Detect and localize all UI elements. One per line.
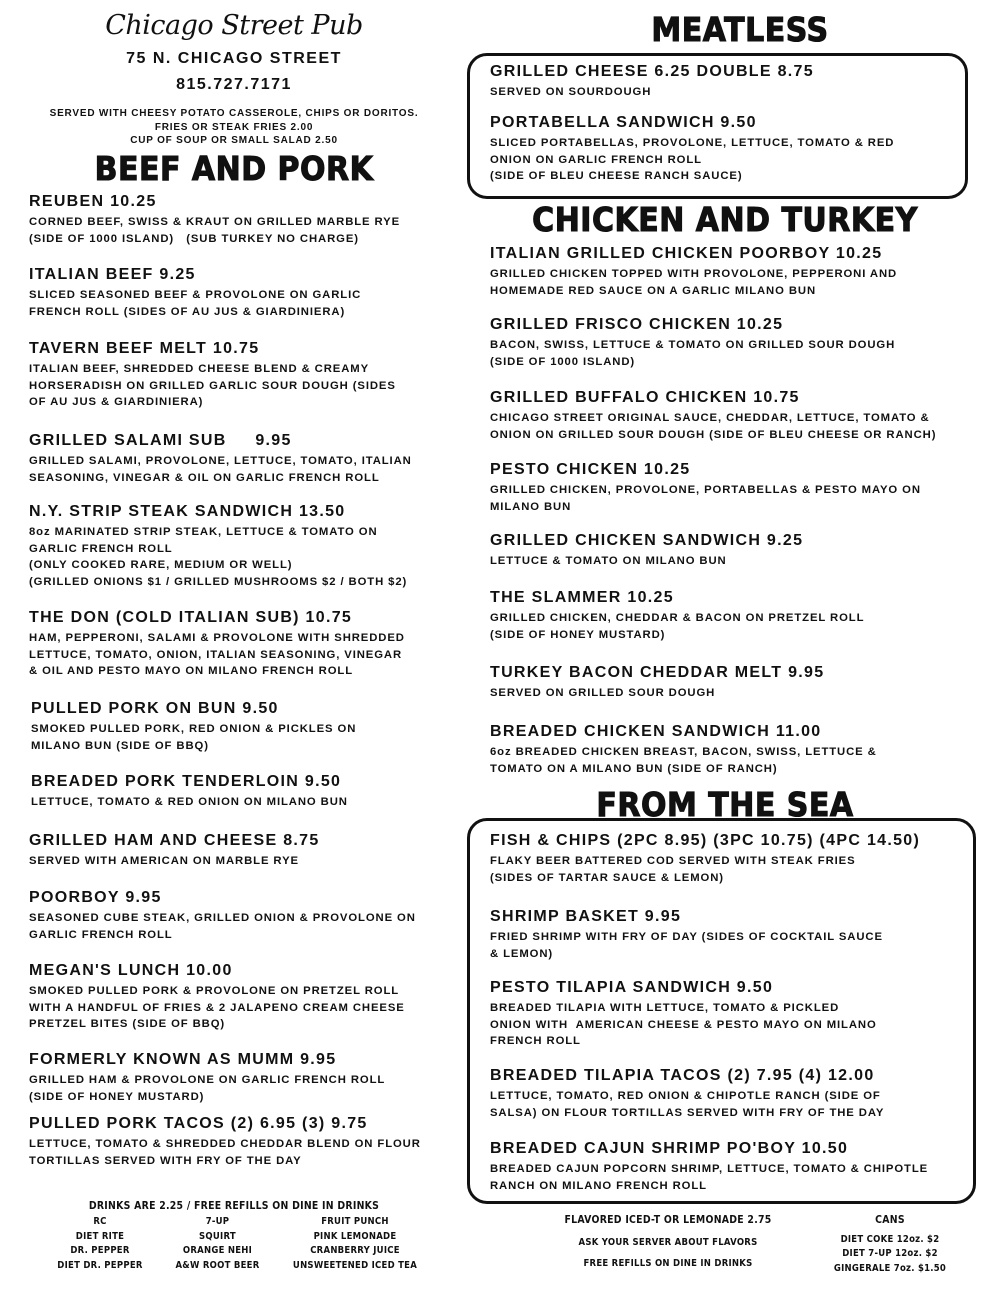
- description-line: SALSA) ON FLOUR TORTILLAS SERVED WITH FRY OF THE DAY: [490, 1106, 885, 1119]
- menu-item: [490, 63, 814, 101]
- menu-item-name: ITALIAN GRILLED CHICKEN POORBOY 10.25: [490, 245, 883, 262]
- menu-item-description: [490, 410, 936, 443]
- menu-item-name: PORTABELLA SANDWICH 9.50: [490, 114, 757, 131]
- menu-item: [490, 723, 877, 777]
- description-line: RANCH ON MILANO FRENCH ROLL: [490, 1179, 707, 1192]
- description-line: GRILLED CHICKEN, CHEDDAR & BACON ON PRETZEL ROLL: [490, 612, 865, 624]
- address: 75 N. CHICAGO STREET: [126, 50, 342, 67]
- description-line: 6oz BREADED CHICKEN BREAST, BACON, SWISS, LETTUCE &: [490, 746, 877, 758]
- description-line: SEASONED CUBE STEAK, GRILLED ONION & PROVOLONE ON: [29, 912, 416, 924]
- menu-item: [490, 389, 936, 443]
- drink-item: RC: [93, 1216, 107, 1227]
- drink-item: A&W ROOT BEER: [175, 1259, 260, 1271]
- menu-item-name: THE DON (COLD ITALIAN SUB) 10.75: [29, 609, 353, 626]
- description-line: GARLIC FRENCH ROLL: [29, 542, 173, 555]
- description-line: (SIDE OF 1000 ISLAND) (SUB TURKEY NO CHARGE): [29, 232, 359, 245]
- menu-item-name: TAVERN BEEF MELT 10.75: [29, 340, 260, 357]
- menu-item-description: [490, 84, 814, 101]
- menu-item: [31, 700, 356, 754]
- menu-item: [490, 461, 921, 515]
- can-item: DIET 7-UP 12oz. $2: [842, 1248, 938, 1259]
- menu-item-name: GRILLED BUFFALO CHICKEN 10.75: [490, 389, 800, 406]
- menu-item: [29, 193, 400, 247]
- from-the-sea-heading: FROM THE SEA: [596, 786, 854, 825]
- description-line: GRILLED CHICKEN, PROVOLONE, PORTABELLAS & PESTO MAYO ON: [490, 484, 921, 496]
- description-line: (SIDE OF HONEY MUSTARD): [490, 628, 666, 641]
- description-line: SEASONING, VINEGAR & OIL ON GARLIC FRENCH ROLL: [29, 471, 380, 484]
- description-line: ONION WITH AMERICAN CHEESE & PESTO MAYO ON MILANO: [490, 1018, 877, 1031]
- menu-item-description: [490, 744, 877, 777]
- drink-item: ORANGE NEHI: [182, 1245, 253, 1256]
- drink-item: PINK LEMONADE: [313, 1230, 397, 1242]
- menu-item-description: [490, 482, 921, 515]
- menu-item-description: [490, 1161, 928, 1194]
- description-line: LETTUCE, TOMATO, ONION, ITALIAN SEASONING, VINEGAR: [29, 648, 403, 661]
- menu-item-description: [490, 853, 920, 886]
- description-line: TOMATO ON A MILANO BUN (SIDE OF RANCH): [490, 762, 778, 775]
- menu-item-name: PULLED PORK TACOS (2) 6.95 (3) 9.75: [29, 1115, 368, 1132]
- description-line: PRETZEL BITES (SIDE OF BBQ): [29, 1018, 226, 1030]
- menu-item-description: [490, 610, 864, 643]
- menu-item-description: [490, 1000, 877, 1050]
- menu-item-description: [29, 214, 400, 247]
- drink-item: UNSWEETENED ICED TEA: [292, 1259, 418, 1271]
- description-line: MILANO BUN (SIDE OF BBQ): [31, 739, 209, 752]
- description-line: ONION ON GARLIC FRENCH ROLL: [490, 153, 702, 166]
- description-line: HAM, PEPPERONI, SALAMI & PROVOLONE WITH SHREDDED: [29, 632, 405, 644]
- menu-item: [490, 316, 895, 370]
- description-line: FRENCH ROLL: [490, 1035, 581, 1047]
- menu-item: [490, 1140, 928, 1194]
- menu-item-description: [29, 287, 361, 320]
- menu-item-description: [29, 524, 407, 590]
- menu-item: [490, 664, 824, 702]
- menu-item-name: N.Y. STRIP STEAK SANDWICH 13.50: [29, 503, 346, 520]
- menu-item: [29, 432, 412, 486]
- description-line: BREADED TILAPIA WITH LETTUCE, TOMATO & PICKLED: [490, 1002, 840, 1014]
- menu-item-name: PESTO TILAPIA SANDWICH 9.50: [490, 979, 774, 996]
- menu-item-name: BREADED TILAPIA TACOS (2) 7.95 (4) 12.00: [490, 1067, 875, 1084]
- menu-item-name: BREADED CAJUN SHRIMP PO'BOY 10.50: [490, 1140, 849, 1157]
- menu-item: [29, 503, 407, 590]
- menu-item-name: GRILLED SALAMI SUB 9.95: [29, 432, 292, 449]
- menu-item: [490, 589, 864, 643]
- flavored-drinks: FLAVORED ICED-T OR LEMONADE 2.75: [564, 1213, 772, 1226]
- menu-item: [29, 1115, 421, 1169]
- ask-server-note: ASK YOUR SERVER ABOUT FLAVORS: [578, 1237, 758, 1248]
- menu-item-name: GRILLED FRISCO CHICKEN 10.25: [490, 316, 784, 333]
- menu-item: [29, 962, 405, 1033]
- menu-item-name: THE SLAMMER 10.25: [490, 589, 674, 606]
- can-item: DIET COKE 12oz. $2: [840, 1234, 940, 1245]
- description-line: (GRILLED ONIONS $1 / GRILLED MUSHROOMS $2 / BOTH $2): [29, 575, 408, 588]
- menu-item-name: FORMERLY KNOWN AS MUMM 9.95: [29, 1051, 337, 1068]
- description-line: & OIL AND PESTO MAYO ON MILANO FRENCH ROLL: [29, 665, 353, 677]
- description-line: LETTUCE & TOMATO ON MILANO BUN: [490, 555, 727, 567]
- description-line: SERVED ON SOURDOUGH: [490, 86, 652, 98]
- sides-note: [0, 107, 468, 148]
- description-line: TORTILLAS SERVED WITH FRY OF THE DAY: [29, 1154, 302, 1167]
- description-line: WITH A HANDFUL OF FRIES & 2 JALAPENO CREAM CHEESE: [29, 1001, 405, 1014]
- description-line: FRENCH ROLL (SIDES OF AU JUS & GIARDINIERA): [29, 305, 346, 318]
- menu-item-description: [490, 685, 824, 702]
- description-line: FLAKY BEER BATTERED COD SERVED WITH STEAK FRIES: [490, 855, 856, 867]
- menu-item: [29, 609, 405, 680]
- description-line: MILANO BUN: [490, 500, 572, 513]
- drink-item: CRANBERRY JUICE: [310, 1245, 400, 1256]
- drink-item: FRUIT PUNCH: [321, 1216, 389, 1227]
- menu-item-name: POORBOY 9.95: [29, 889, 162, 906]
- menu-item-name: MEGAN'S LUNCH 10.00: [29, 962, 233, 979]
- menu-item-description: [490, 266, 897, 299]
- description-line: GRILLED HAM & PROVOLONE ON GARLIC FRENCH ROLL: [29, 1074, 386, 1086]
- description-line: (SIDES OF TARTAR SAUCE & LEMON): [490, 871, 724, 884]
- menu-item-name: TURKEY BACON CHEDDAR MELT 9.95: [490, 664, 825, 681]
- menu-item-name: PULLED PORK ON BUN 9.50: [31, 700, 279, 717]
- description-line: CORNED BEEF, SWISS & KRAUT ON GRILLED MARBLE RYE: [29, 216, 401, 228]
- menu-item-description: [31, 794, 348, 811]
- menu-item-name: GRILLED CHEESE 6.25 DOUBLE 8.75: [490, 63, 814, 80]
- menu-item-name: BREADED CHICKEN SANDWICH 11.00: [490, 723, 822, 740]
- menu-item-description: [29, 1136, 421, 1169]
- menu-item-description: [490, 337, 895, 370]
- menu-item-name: GRILLED HAM AND CHEESE 8.75: [29, 832, 320, 849]
- menu-item: [490, 908, 883, 962]
- description-line: (ONLY COOKED RARE, MEDIUM OR WELL): [29, 559, 293, 571]
- description-line: LETTUCE, TOMATO, RED ONION & CHIPOTLE RANCH (SIDE OF: [490, 1090, 881, 1102]
- menu-item-name: ITALIAN BEEF 9.25: [29, 266, 196, 283]
- menu-item-name: GRILLED CHICKEN SANDWICH 9.25: [490, 532, 804, 549]
- sides-note-line: FRIES OR STEAK FRIES 2.00: [154, 121, 314, 133]
- description-line: 8oz MARINATED STRIP STEAK, LETTUCE & TOMATO ON: [29, 526, 378, 538]
- drinks-title: DRINKS ARE 2.25 / FREE REFILLS ON DINE IN DRINKS: [88, 1199, 380, 1212]
- menu-item-name: BREADED PORK TENDERLOIN 9.50: [31, 773, 342, 790]
- menu-item-description: [31, 721, 356, 754]
- menu-item-description: [490, 929, 883, 962]
- menu-item-description: [29, 983, 405, 1033]
- pub-logo: Chicago Street Pub: [105, 10, 363, 41]
- cans-title: CANS: [875, 1213, 905, 1226]
- menu-item: [29, 340, 396, 411]
- menu-item-description: [490, 553, 803, 570]
- menu-item: [490, 1067, 884, 1121]
- menu-item: [490, 114, 894, 185]
- menu-item: [490, 979, 877, 1050]
- drink-item: SQUIRT: [199, 1230, 236, 1242]
- sides-note-line: SERVED WITH CHEESY POTATO CASSEROLE, CHIPS OR DORITOS.: [49, 108, 419, 119]
- menu-item: [490, 245, 897, 299]
- description-line: CHICAGO STREET ORIGINAL SAUCE, CHEDDAR, LETTUCE, TOMATO &: [490, 412, 930, 424]
- description-line: SLICED PORTABELLAS, PROVOLONE, LETTUCE, TOMATO & RED: [490, 137, 895, 149]
- description-line: BACON, SWISS, LETTUCE & TOMATO ON GRILLED SOUR DOUGH: [490, 339, 896, 351]
- menu-item-name: PESTO CHICKEN 10.25: [490, 461, 691, 478]
- menu-item-name: SHRIMP BASKET 9.95: [490, 908, 682, 925]
- menu-item: [490, 832, 920, 886]
- description-line: LETTUCE, TOMATO & SHREDDED CHEDDAR BLEND ON FLOUR: [29, 1138, 421, 1150]
- menu-item-description: [29, 630, 405, 680]
- menu-item-description: [29, 453, 412, 486]
- menu-item-description: [29, 361, 396, 411]
- description-line: ONION ON GRILLED SOUR DOUGH (SIDE OF BLEU CHEESE OR RANCH): [490, 428, 937, 441]
- description-line: FRIED SHRIMP WITH FRY OF DAY (SIDES OF COCKTAIL SAUCE: [490, 931, 883, 943]
- description-line: BREADED CAJUN POPCORN SHRIMP, LETTUCE, TOMATO & CHIPOTLE: [490, 1163, 929, 1175]
- menu-item-description: [29, 910, 416, 943]
- menu-item: [29, 889, 416, 943]
- menu-item: [29, 266, 361, 320]
- menu-item: [29, 832, 320, 870]
- menu-item-name: FISH & CHIPS (2PC 8.95) (3PC 10.75) (4PC 14.50): [490, 832, 921, 849]
- description-line: (SIDE OF BLEU CHEESE RANCH SAUCE): [490, 170, 743, 182]
- menu-item: [29, 1051, 385, 1105]
- drink-item: DIET RITE: [75, 1230, 125, 1242]
- description-line: SMOKED PULLED PORK & PROVOLONE ON PRETZEL ROLL: [29, 985, 400, 997]
- menu-item-description: [490, 135, 894, 185]
- meatless-heading: MEATLESS: [651, 11, 829, 50]
- phone: 815.727.7171: [176, 76, 292, 93]
- description-line: OF AU JUS & GIARDINIERA): [29, 396, 204, 408]
- chicken-and-turkey-heading: CHICKEN AND TURKEY: [532, 201, 918, 240]
- menu-item-description: [490, 1088, 884, 1121]
- description-line: GARLIC FRENCH ROLL: [29, 928, 173, 941]
- menu-item-description: [29, 853, 320, 870]
- description-line: SMOKED PULLED PORK, RED ONION & PICKLES ON: [31, 723, 357, 735]
- description-line: GRILLED SALAMI, PROVOLONE, LETTUCE, TOMATO, ITALIAN: [29, 455, 412, 467]
- description-line: GRILLED CHICKEN TOPPED WITH PROVOLONE, PEPPERONI AND: [490, 268, 898, 280]
- description-line: SERVED ON GRILLED SOUR DOUGH: [490, 687, 716, 699]
- menu-item-name: REUBEN 10.25: [29, 193, 157, 210]
- menu-item: [490, 532, 803, 570]
- description-line: (SIDE OF HONEY MUSTARD): [29, 1090, 205, 1103]
- description-line: HOMEMADE RED SAUCE ON A GARLIC MILANO BUN: [490, 284, 817, 297]
- drink-item: DIET DR. PEPPER: [57, 1259, 143, 1271]
- menu-item: [31, 773, 348, 811]
- sides-note-line: CUP OF SOUP OR SMALL SALAD 2.50: [130, 135, 338, 146]
- drink-item: 7-UP: [205, 1216, 230, 1227]
- description-line: HORSERADISH ON GRILLED GARLIC SOUR DOUGH (SIDES: [29, 379, 396, 392]
- description-line: & LEMON): [490, 947, 554, 960]
- can-item: GINGERALE 7oz. $1.50: [833, 1263, 947, 1274]
- description-line: SERVED WITH AMERICAN ON MARBLE RYE: [29, 855, 299, 867]
- description-line: ITALIAN BEEF, SHREDDED CHEESE BLEND & CREAMY: [29, 363, 370, 375]
- free-refills-note: FREE REFILLS ON DINE IN DRINKS: [583, 1258, 753, 1269]
- drink-item: DR. PEPPER: [70, 1245, 130, 1256]
- description-line: SLICED SEASONED BEEF & PROVOLONE ON GARLIC: [29, 289, 362, 301]
- menu-item-description: [29, 1072, 385, 1105]
- description-line: (SIDE OF 1000 ISLAND): [490, 355, 636, 368]
- description-line: LETTUCE, TOMATO & RED ONION ON MILANO BUN: [31, 796, 348, 808]
- beef-and-pork-heading: BEEF AND PORK: [94, 150, 374, 189]
